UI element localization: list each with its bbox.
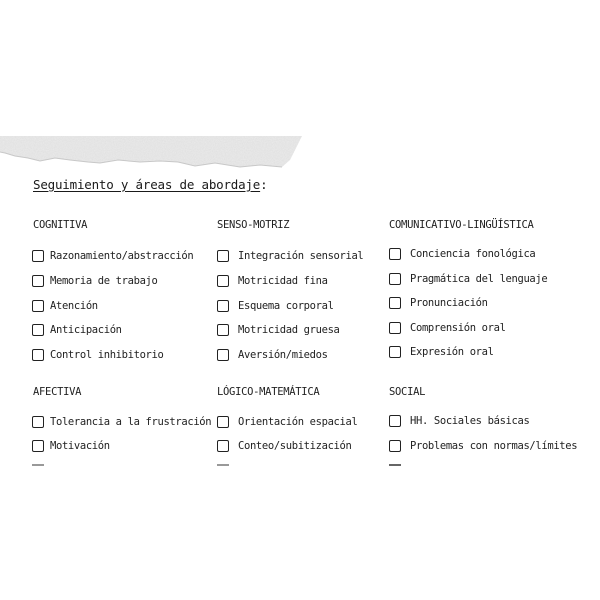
checkbox-expresion-oral[interactable]	[389, 344, 494, 360]
checkbox-label: Control inhibitorio	[50, 349, 164, 361]
checkbox-empty-icon[interactable]	[389, 415, 401, 427]
checkbox-label: Orientación espacial	[238, 416, 358, 428]
group-label-cognitiva: COGNITIVA	[33, 219, 88, 231]
group-label-social: SOCIAL	[389, 386, 426, 398]
checkbox-empty-icon[interactable]	[217, 324, 229, 336]
checkbox-motivacion[interactable]	[32, 438, 110, 454]
checkbox-tolerancia-frustracion[interactable]	[32, 414, 211, 430]
checkbox-label: Razonamiento/abstracción	[50, 250, 194, 262]
checkbox-label: Pronunciación	[410, 297, 488, 309]
checkbox-label: Memoria de trabajo	[50, 275, 158, 287]
checkbox-empty-icon[interactable]	[389, 322, 401, 334]
section-title-text: Seguimiento y áreas de abordaje	[33, 177, 261, 192]
checkbox-label: Esquema corporal	[238, 300, 334, 312]
checkbox-memoria-trabajo[interactable]	[32, 273, 158, 289]
checkbox-empty-icon[interactable]	[217, 416, 229, 428]
checkbox-conciencia-fonologica[interactable]	[389, 246, 535, 262]
checkbox-label: Comprensión oral	[410, 322, 506, 334]
checkbox-comprension-oral[interactable]	[389, 320, 506, 336]
checkbox-empty-icon[interactable]	[217, 349, 229, 361]
checkbox-empty-icon[interactable]	[32, 300, 44, 312]
group-label-comunicativo-linguistica: COMUNICATIVO-LINGÜÍSTICA	[389, 219, 534, 231]
checkbox-empty-icon[interactable]	[389, 273, 401, 285]
checkbox-label: HH. Sociales básicas	[410, 415, 530, 427]
checkbox-label: Problemas con normas/límites	[410, 440, 578, 452]
checkbox-control-inhibitorio[interactable]	[32, 347, 163, 363]
checkbox-empty-icon[interactable]	[32, 324, 44, 336]
checkbox-label: Aversión/miedos	[238, 349, 328, 361]
group-label-afectiva: AFECTIVA	[33, 386, 82, 398]
checkbox-conteo-subitizacion[interactable]	[217, 438, 351, 454]
torn-paper-graphic	[0, 136, 302, 172]
checkbox-label: Atención	[50, 300, 98, 312]
group-label-senso-motriz: SENSO-MOTRIZ	[217, 219, 290, 231]
checkbox-label: Motricidad fina	[238, 275, 328, 287]
group-label-logico-matematica: LÓGICO-MATEMÁTICA	[217, 386, 320, 398]
checkbox-atencion[interactable]	[32, 298, 98, 314]
checkbox-empty-icon[interactable]	[217, 440, 229, 452]
checkbox-empty-icon[interactable]	[389, 346, 401, 358]
checkbox-cutoff-top	[217, 464, 229, 466]
checkbox-cutoff-top	[32, 464, 44, 466]
checkbox-aversion-miedos[interactable]	[217, 347, 328, 363]
checkbox-motricidad-fina[interactable]	[217, 273, 328, 289]
checkbox-motricidad-gruesa[interactable]	[217, 322, 340, 338]
checkbox-empty-icon[interactable]	[389, 297, 401, 309]
checkbox-empty-icon[interactable]	[32, 250, 44, 262]
checkbox-label: Motivación	[50, 440, 110, 452]
checkbox-cutoff-top	[389, 464, 401, 466]
checkbox-pronunciacion[interactable]	[389, 295, 488, 311]
checkbox-label: Integración sensorial	[238, 250, 364, 262]
checkbox-anticipacion[interactable]	[32, 322, 122, 338]
section-title-colon: :	[260, 177, 268, 192]
checkbox-esquema-corporal[interactable]	[217, 298, 334, 314]
checkbox-empty-icon[interactable]	[32, 349, 44, 361]
checkbox-empty-icon[interactable]	[32, 275, 44, 287]
checkbox-empty-icon[interactable]	[217, 300, 229, 312]
checkbox-empty-icon[interactable]	[217, 275, 229, 287]
checkbox-label: Pragmática del lenguaje	[410, 273, 548, 285]
checkbox-problemas-normas-limites[interactable]	[389, 438, 577, 454]
checkbox-label: Expresión oral	[410, 346, 494, 358]
checkbox-empty-icon[interactable]	[32, 416, 44, 428]
checkbox-orientacion-espacial[interactable]	[217, 414, 357, 430]
checkbox-empty-icon[interactable]	[389, 248, 401, 260]
checkbox-empty-icon[interactable]	[32, 440, 44, 452]
checkbox-pragmatica-lenguaje[interactable]	[389, 271, 547, 287]
checkbox-hh-sociales-basicas[interactable]	[389, 413, 529, 429]
checkbox-empty-icon[interactable]	[217, 250, 229, 262]
checkbox-empty-icon[interactable]	[389, 440, 401, 452]
checkbox-razonamiento[interactable]	[32, 248, 193, 264]
section-title	[33, 177, 267, 192]
checkbox-label: Anticipación	[50, 324, 122, 336]
checkbox-label: Tolerancia a la frustración	[50, 416, 212, 428]
checkbox-label: Conteo/subitización	[238, 440, 352, 452]
checkbox-label: Conciencia fonológica	[410, 248, 536, 260]
checkbox-integracion-sensorial[interactable]	[217, 248, 363, 264]
checkbox-label: Motricidad gruesa	[238, 324, 340, 336]
